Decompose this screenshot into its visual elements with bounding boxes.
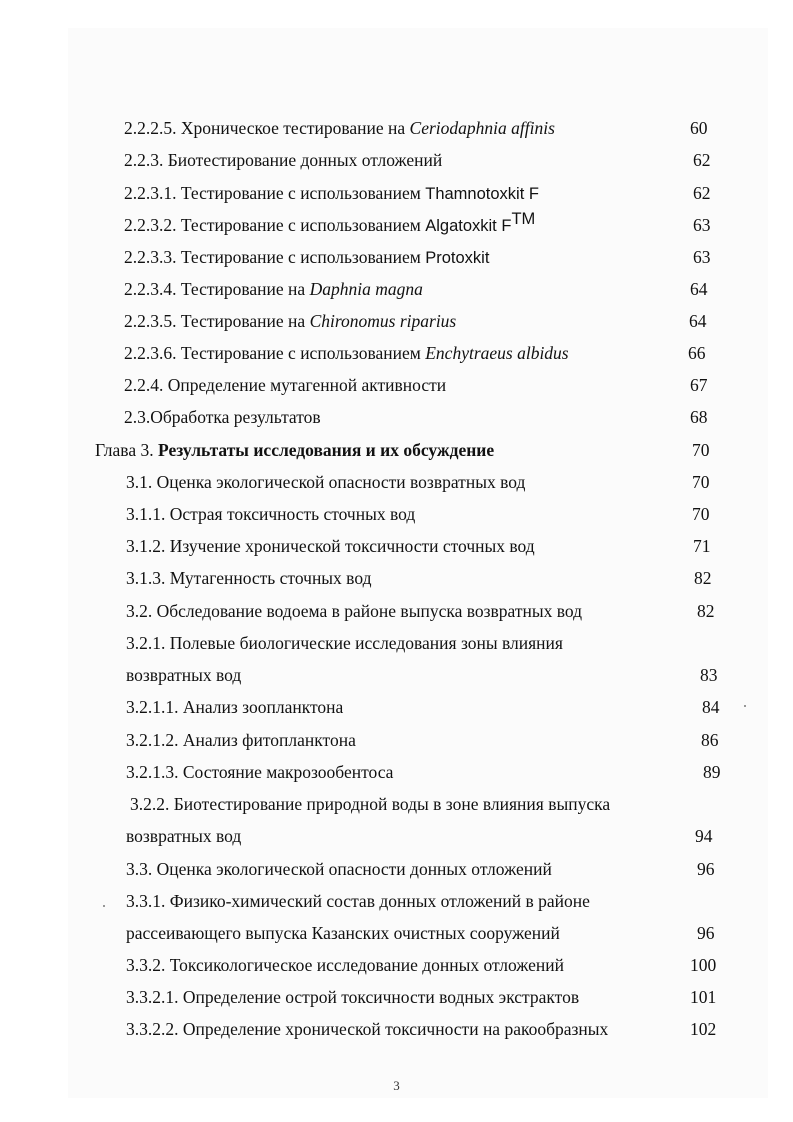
toc-entry-page: 82 [694, 568, 712, 588]
toc-entry-title: 2.2.4. Определение мутагенной активности [124, 375, 447, 395]
toc-entry [0, 758, 793, 786]
toc-entry-page: 83 [700, 665, 718, 685]
toc-entry-title: 2.2.3.2. Тестирование с использованием Algatoxkit F™ [124, 210, 536, 235]
toc-entry-title: возвратных вод [126, 665, 242, 685]
toc-entry [0, 403, 793, 431]
toc-chapter-entry [0, 436, 793, 464]
toc-entry-page: 63 [693, 215, 711, 235]
toc-entry [0, 919, 793, 947]
toc-entry [0, 339, 793, 367]
toc-entry-title: 3.1. Оценка экологической опасности возвратных вод [126, 472, 526, 492]
toc-entry-title: рассеивающего выпуска Казанских очистных сооружений [126, 923, 560, 943]
toc-entry-title: 3.2.1.1. Анализ зоопланктона [126, 697, 344, 717]
toc-entry [0, 307, 793, 335]
toc-entry-title: 3.2.1.2. Анализ фитопланктона [126, 730, 356, 750]
toc-entry-title: 3.2.1. Полевые биологические исследования зоны влияния [126, 633, 563, 653]
toc-entry [0, 468, 793, 496]
toc-entry [0, 211, 793, 239]
toc-entry-title: 3.3.2. Токсикологическое исследование донных отложений [126, 955, 564, 975]
toc-entry [0, 983, 793, 1011]
toc-entry-page: 62 [693, 183, 711, 203]
toc-entry-title: 3.3.1. Физико-химический состав донных отложений в районе [126, 891, 590, 911]
toc-entry-page: 86 [701, 730, 719, 750]
toc-entry-page: 64 [689, 311, 707, 331]
toc-entry [0, 726, 793, 754]
toc-entry-title: 3.2. Обследование водоема в районе выпуска возвратных вод [126, 601, 583, 621]
toc-entry [0, 661, 793, 689]
toc-entry [0, 146, 793, 174]
toc-entry-page: 100 [690, 955, 717, 975]
toc-entry-page: 67 [690, 375, 708, 395]
toc-entry [0, 114, 793, 142]
toc-entry-page: 68 [690, 407, 708, 427]
toc-entry-page: 70 [692, 504, 710, 524]
toc-entry-title: 3.1.2. Изучение хронической токсичности сточных вод [126, 536, 535, 556]
toc-entry-title: 2.2.3.4. Тестирование на Daphnia magna [124, 279, 423, 299]
toc-entry-title: 3.1.1. Острая токсичность сточных вод [126, 504, 416, 524]
toc-entry-title: 3.2.2. Биотестирование природной воды в зоне влияния выпуска [130, 794, 611, 814]
toc-entry [0, 179, 793, 207]
toc-entry-page: 70 [692, 472, 710, 492]
toc-entry-page: 63 [693, 247, 711, 267]
toc-entry-title: 3.3.2.2. Определение хронической токсичности на ракообразных [126, 1019, 609, 1039]
toc-entry-title: 2.2.2.5. Хроническое тестирование на Ceriodaphnia affinis [124, 118, 555, 138]
toc-entry-page: 102 [690, 1019, 717, 1039]
scan-speck [744, 705, 746, 707]
toc-entry-page: 70 [692, 440, 710, 460]
toc-entry-title: 3.3. Оценка экологической опасности донных отложений [126, 859, 552, 879]
toc-entry-title: возвратных вод [126, 826, 242, 846]
toc-entry [0, 532, 793, 560]
toc-entry-page: 64 [690, 279, 708, 299]
toc-entry [0, 597, 793, 625]
toc-entry [0, 951, 793, 979]
toc-entry-title: 2.2.3.5. Тестирование на Chironomus riparius [124, 311, 457, 331]
toc-entry-title: 2.2.3.1. Тестирование с использованием Thamnotoxkit F [124, 183, 539, 203]
toc-entry [0, 822, 793, 850]
toc-entry-title: 2.2.3. Биотестирование донных отложений [124, 150, 443, 170]
toc-entry [0, 629, 793, 657]
toc-entry [0, 500, 793, 528]
toc-entry-title: 3.2.1.3. Состояние макрозообентоса [126, 762, 394, 782]
toc-entry-page: 84 [702, 697, 720, 717]
toc-entry-page: 82 [697, 601, 715, 621]
toc-entry-title: 2.2.3.3. Тестирование с использованием Protoxkit [124, 247, 490, 267]
toc-entry-title: 3.3.2.1. Определение острой токсичности водных экстрактов [126, 987, 580, 1007]
toc-entry [0, 693, 793, 721]
toc-entry [0, 371, 793, 399]
toc-entry-page: 71 [693, 536, 711, 556]
toc-entry-title: 2.3.Обработка результатов [124, 407, 321, 427]
toc-entry-title: 3.1.3. Мутагенность сточных вод [126, 568, 372, 588]
toc-entry-page: 101 [690, 987, 717, 1007]
toc-entry-page: 89 [703, 762, 721, 782]
toc-entry [0, 790, 793, 818]
toc-entry [0, 275, 793, 303]
scan-speck [103, 905, 105, 907]
toc-entry-title: Глава 3. Результаты исследования и их обсуждение [95, 440, 495, 460]
toc-entry-page: 62 [693, 150, 711, 170]
toc-entry [0, 1015, 793, 1043]
toc-entry-page: 94 [695, 826, 713, 846]
toc-entry [0, 855, 793, 883]
toc-entry [0, 243, 793, 271]
toc-entry-title: 2.2.3.6. Тестирование с использованием Enchytraeus albidus [124, 343, 569, 363]
toc-entry-page: 60 [690, 118, 708, 138]
toc-entry [0, 887, 793, 915]
toc-entry-page: 96 [697, 923, 715, 943]
toc-entry-page: 66 [688, 343, 706, 363]
toc-entry-page: 96 [697, 859, 715, 879]
page-number: 3 [393, 1078, 400, 1093]
toc-entry [0, 564, 793, 592]
